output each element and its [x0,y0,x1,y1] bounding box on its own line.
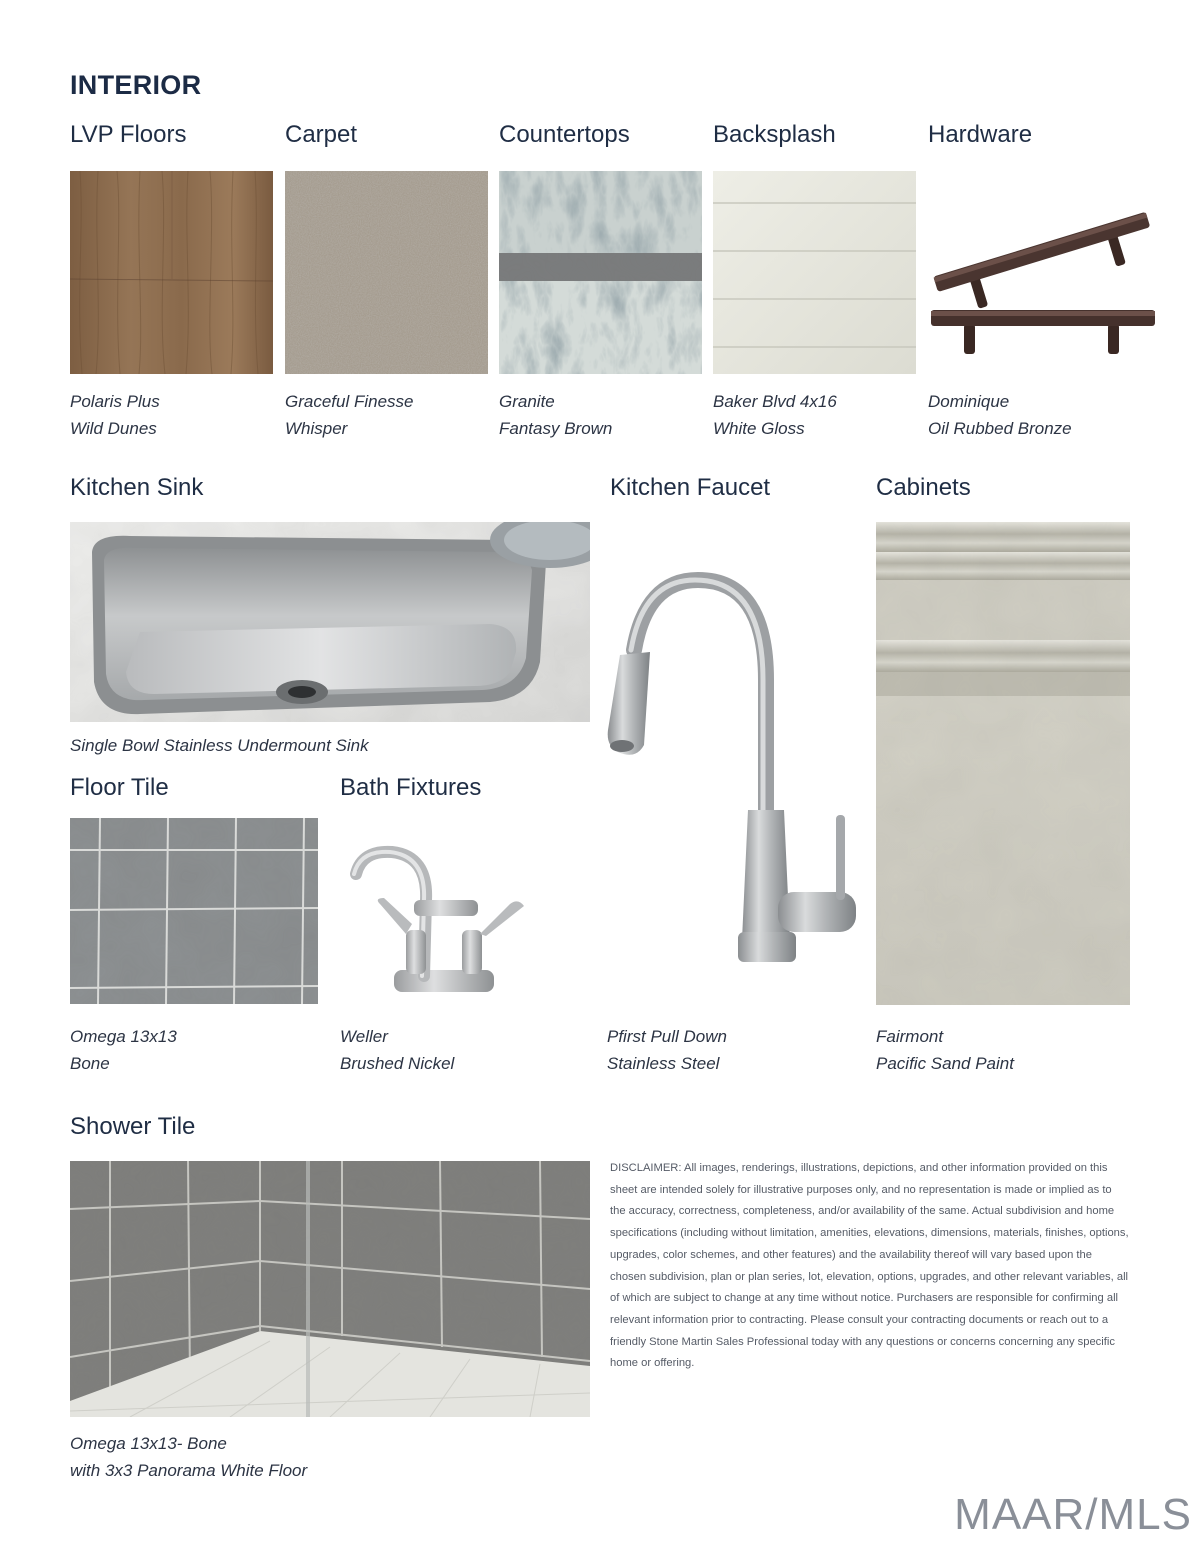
category-carpet: Carpet [285,121,358,148]
shower-tile-image [70,1161,590,1417]
caption-line-2: Brushed Nickel [340,1054,455,1073]
caption-line-1: Pfirst Pull Down [607,1027,727,1046]
category-kitchen-sink: Kitchen Sink [70,474,204,501]
category-kitchen-faucet: Kitchen Faucet [610,474,771,501]
subway-tile-swatch [713,171,916,374]
bath-faucet-image [348,840,528,1000]
caption-line-1: Weller [340,1027,388,1046]
caption-countertops [499,388,612,442]
caption-line-1: Fairmont [876,1027,944,1046]
caption-line-2: Bone [70,1054,110,1073]
caption-kitchen-sink: Single Bowl Stainless Undermount Sink [70,736,369,755]
category-lvp-floors: LVP Floors [70,121,187,148]
caption-line-2: Fantasy Brown [499,419,613,438]
category-floor-tile: Floor Tile [70,774,169,801]
caption-carpet [285,388,414,442]
bar-pull-icon [928,186,1156,356]
caption-line-1: Baker Blvd 4x16 [713,392,837,411]
caption-lvp-floors [70,388,160,442]
caption-line-2: Stainless Steel [607,1054,720,1073]
kitchen-faucet-image [598,560,863,970]
caption-line-1: Granite [499,392,555,411]
caption-line-2: Whisper [285,419,348,438]
caption-floor-tile [70,1023,177,1077]
page-title: INTERIOR [70,70,202,100]
caption-kitchen-faucet [607,1023,727,1077]
cabinet-door-swatch [876,522,1130,1005]
category-bath-fixtures: Bath Fixtures [340,774,482,801]
caption-line-1: Dominique [928,392,1010,411]
category-hardware: Hardware [928,121,1033,148]
caption-line-1: Omega 13x13 [70,1027,177,1046]
mls-watermark: MAAR/MLS [954,1490,1192,1539]
floor-tile-swatch [70,818,318,1004]
caption-shower-tile [70,1430,307,1484]
granite-swatch [499,171,702,374]
caption-line-2: Pacific Sand Paint [876,1054,1014,1073]
category-shower-tile: Shower Tile [70,1113,196,1140]
caption-line-2: White Gloss [713,419,805,438]
caption-cabinets [876,1023,1014,1077]
category-cabinets: Cabinets [876,474,971,501]
wood-plank-swatch [70,171,273,374]
caption-line-1: Omega 13x13- Bone [70,1434,227,1453]
caption-line-1: Polaris Plus [70,392,160,411]
caption-backsplash [713,388,837,442]
category-countertops: Countertops [499,121,630,148]
caption-line-2: Wild Dunes [70,419,157,438]
carpet-swatch [285,171,488,374]
caption-bath-fixtures [340,1023,454,1077]
caption-line-2: Oil Rubbed Bronze [928,419,1072,438]
kitchen-sink-image [70,522,590,722]
caption-line-1: Graceful Finesse [285,392,414,411]
category-backsplash: Backsplash [713,121,836,148]
caption-line-2: with 3x3 Panorama White Floor [70,1461,308,1480]
disclaimer-text: DISCLAIMER: All images, renderings, illustrations, depictions, and other information provided on this sheet are intended solely for illustrative purposes only, and no representation is made or implied as to the accuracy, correctness, completeness, and/or availability of the same. Actual subdivision and home specifications (including without limitation, amenities, elevations, dimensions, materials, finishes, options, upgrades, color schemes, and other features) and the availability thereof will vary based upon the chosen subdivision, plan or plan series, lot, elevation, options, upgrades, and other relevant variables, all of which are subject to change at any time without notice. Purchasers are responsible for confirming all relevant information prior to contracting. Please consult your contracting documents or reach out to a friendly Stone Martin Sales Professional today with any questions or concerns concerning any specific home or offering. [610,1162,1129,1370]
caption-hardware [928,388,1072,442]
